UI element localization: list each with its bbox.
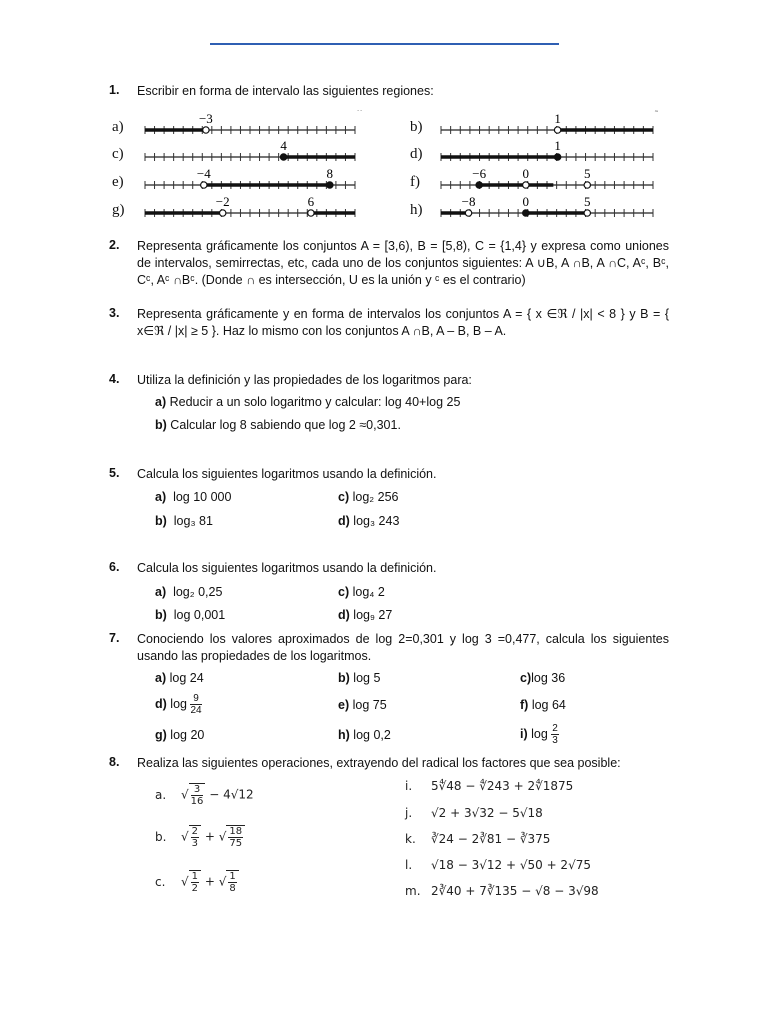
q7-e: e) log 75 [338, 698, 387, 712]
number-line [441, 194, 653, 224]
question-7 [109, 631, 669, 667]
q8-a: a. √ $\frac{3}{16}$ − 4√12 [155, 784, 254, 807]
number-line [145, 138, 355, 168]
question-number: 7. [109, 631, 120, 645]
number-line-svg [441, 138, 653, 165]
number-line [441, 166, 653, 196]
number-line [441, 138, 653, 168]
question-text: Calcula los siguientes logaritmos usando la definición. [137, 561, 437, 575]
q4-b: b) Calcular log 8 sabiendo que log 2 ≈0,301. [155, 418, 401, 432]
closed-point [327, 182, 333, 188]
question-number: 4. [109, 372, 120, 386]
q6-d: d) log₉ 27 [338, 608, 393, 622]
point-label: 4 [280, 138, 287, 153]
number-line-label: c) [112, 146, 124, 162]
number-line-label: d) [410, 146, 423, 162]
q6-c: c) log₄ 2 [338, 585, 385, 599]
question-4 [109, 372, 669, 392]
point-label: 0 [522, 194, 530, 209]
number-line [145, 166, 355, 196]
q8-c: c. √ $\frac{1}{2}$ + √ $\frac{1}{8}$ [155, 870, 239, 894]
q5-c: c) log₂ 256 [338, 490, 399, 504]
open-point [308, 210, 314, 216]
q8-k: k. ∛24 − 2∛81 − ∛375 [405, 832, 551, 846]
q6-a: a) log₂ 0,25 [155, 585, 223, 599]
q4-a: a) Reducir a un solo logaritmo y calcular: log 40+log 25 [155, 395, 461, 409]
point-label: 6 [307, 194, 315, 209]
number-line-svg [145, 138, 355, 165]
question-number: 8. [109, 755, 120, 769]
q5-a: a) log 10 000 [155, 490, 232, 504]
point-label: −3 [198, 111, 213, 126]
number-line [145, 194, 355, 224]
question-1 [109, 83, 669, 103]
q7-d: d) log $\frac{9}{24}$ [155, 693, 202, 716]
question-number: 2. [109, 238, 120, 252]
question-text: Representa gráficamente y en forma de intervalos los conjuntos A = { x ∈ℜ / |x| < 8 } y B = { x∈ℜ / |x| ≥ 5 }. Haz lo mismo con los conjuntos A ∩B, A – B, B – A. [137, 307, 669, 338]
question-text: Realiza las siguientes operaciones, extrayendo del radical los factores que sea posible: [137, 756, 621, 770]
number-line [441, 109, 658, 141]
fraction: $\frac{2}{3}$ [552, 723, 558, 746]
question-text: Calcula los siguientes logaritmos usando la definición. [137, 467, 437, 481]
open-point [554, 127, 560, 133]
stray-mark: ˜ [655, 109, 658, 119]
question-5 [109, 466, 669, 486]
number-line-label: h) [410, 202, 423, 218]
question-number: 6. [109, 560, 120, 574]
question-number: 5. [109, 466, 120, 480]
point-label: 0 [522, 166, 530, 181]
point-label: −8 [461, 194, 476, 209]
point-label: −4 [196, 166, 211, 181]
header-rule [210, 43, 559, 45]
question-8 [109, 755, 669, 775]
question-6 [109, 560, 669, 580]
q8-j: j. √2 + 3√32 − 5√18 [405, 806, 543, 820]
q8-b: b. √ $\frac{2}{3}$ + √ $\frac{18}{75}$ [155, 825, 245, 849]
question-number: 1. [109, 83, 120, 97]
point-label: 5 [584, 194, 591, 209]
number-line-label: a) [112, 119, 124, 135]
point-label: 1 [554, 111, 561, 126]
number-line-label: g) [112, 202, 125, 218]
q8-l: l. √18 − 3√12 + √50 + 2√75 [405, 858, 591, 872]
number-line-label: b) [410, 119, 423, 135]
q5-b: b) log₃ 81 [155, 514, 213, 528]
open-point [523, 182, 529, 188]
closed-point [280, 154, 286, 160]
question-number: 3. [109, 306, 120, 320]
number-line-label: f) [410, 174, 420, 190]
number-line-svg [441, 166, 653, 193]
q7-i: i) log $\frac{2}{3}$ [520, 723, 558, 746]
question-text: Conociendo los valores aproximados de log 2=0,301 y log 3 =0,477, calcula los siguientes usando las propiedades de los logaritmos. [137, 632, 669, 663]
open-point [203, 127, 209, 133]
q5-d: d) log₃ 243 [338, 514, 400, 528]
open-point [465, 210, 471, 216]
closed-point [523, 210, 529, 216]
fraction: $\frac{9}{24}$ [190, 693, 202, 716]
open-point [584, 182, 590, 188]
number-line-svg [441, 194, 653, 221]
open-point [584, 210, 590, 216]
number-line-svg [441, 109, 658, 138]
q7-f: f) log 64 [520, 698, 566, 712]
q7-a: a) log 24 [155, 671, 204, 685]
point-label: −6 [472, 166, 487, 181]
number-line-label: e) [112, 174, 124, 190]
q8-m: m. 2∛40 + 7∛135 − √8 − 3√98 [405, 884, 599, 898]
q7-h: h) log 0,2 [338, 728, 391, 742]
number-line-svg [145, 194, 355, 221]
question-text: Utiliza la definición y las propiedades de los logaritmos para: [137, 373, 472, 387]
number-line-svg [145, 109, 363, 138]
closed-point [476, 182, 482, 188]
stray-mark: ˙˙ [357, 109, 363, 119]
point-label: −2 [215, 194, 230, 209]
closed-point [554, 154, 560, 160]
q7-c: c)log 36 [520, 671, 566, 685]
question-2 [109, 238, 669, 293]
point-label: 1 [554, 138, 561, 153]
q7-b: b) log 5 [338, 671, 381, 685]
point-label: 8 [326, 166, 334, 181]
question-3 [109, 306, 669, 342]
open-point [201, 182, 207, 188]
q8-i: i. 5∜48 − ∜243 + 2∜1875 [405, 779, 574, 793]
open-point [220, 210, 226, 216]
question-text: Escribir en forma de intervalo las siguientes regiones: [137, 84, 434, 98]
point-label: 5 [584, 166, 591, 181]
question-text: Representa gráficamente los conjuntos A = [3,6), B = [5,8), C = {1,4} y expresa como uniones de intervalos, semirrectas, etc, cada uno de los conjuntos siguientes: A ∪B, A ∩B, A ∩C, Aᶜ, Bᶜ, Cᶜ, Aᶜ ∩Bᶜ. (Donde ∩ es intersección, U es la unión y ᶜ es el contrario) [137, 239, 669, 287]
q6-b: b) log 0,001 [155, 608, 226, 622]
number-line [145, 109, 363, 141]
number-line-svg [145, 166, 355, 193]
q7-g: g) log 20 [155, 728, 205, 742]
